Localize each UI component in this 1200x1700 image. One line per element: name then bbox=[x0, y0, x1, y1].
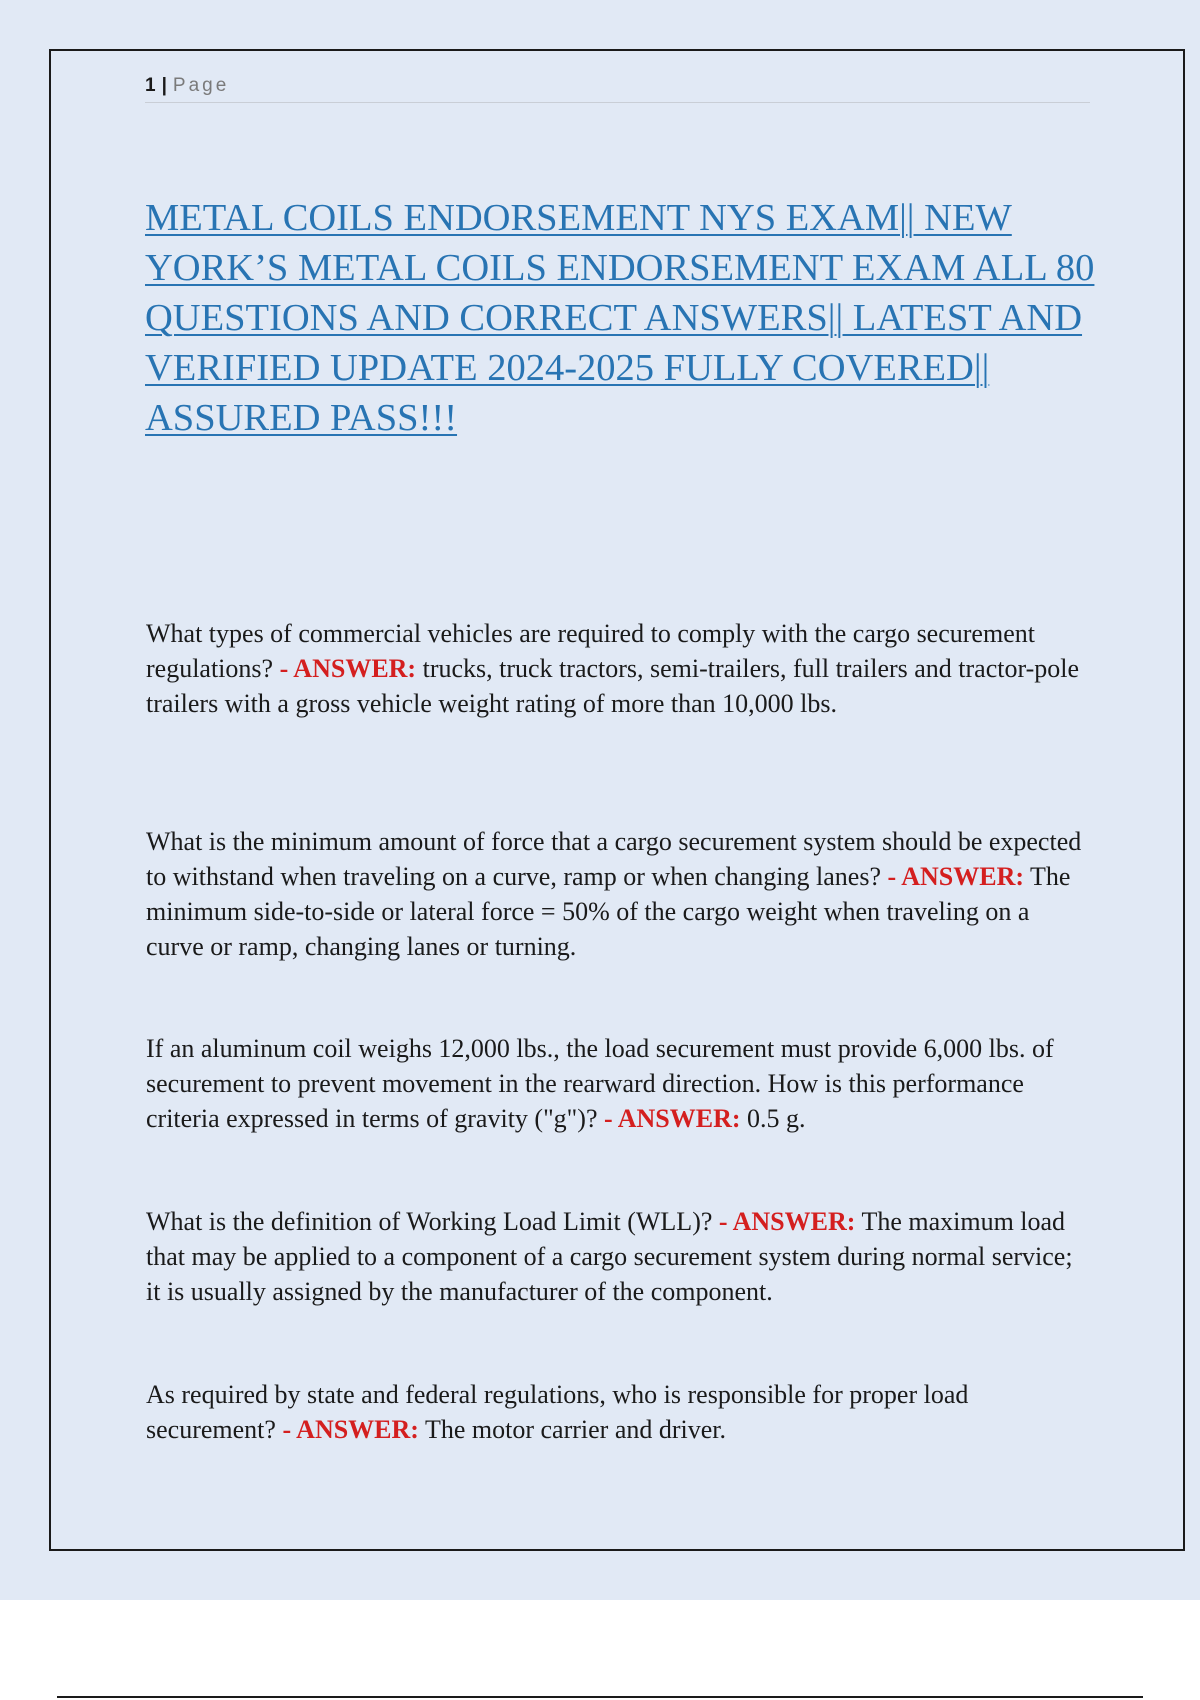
bottom-divider bbox=[57, 1696, 1143, 1698]
page-number: 1 bbox=[145, 75, 156, 96]
page-separator: | bbox=[161, 75, 167, 96]
qa-item bbox=[146, 1204, 1091, 1309]
qa-item bbox=[146, 1377, 1091, 1447]
document-title[interactable]: METAL COILS ENDORSEMENT NYS EXAM|| NEW YORK’S METAL COILS ENDORSEMENT EXAM ALL 80 QUESTIONS AND CORRECT ANSWERS|| LATEST AND VERIFIED UPDATE 2024-2025 FULLY COVERED|| ASSURED PASS!!! bbox=[145, 197, 1095, 439]
question-text: If an aluminum coil weighs 12,000 lbs., the load securement must provide 6,000 lbs. of securement to prevent movement in the rearward direction. How is this performance criteria expressed in terms of gravity ("g")? bbox=[146, 1034, 1054, 1133]
question-text: What types of commercial vehicles are required to comply with the cargo securement regulations? bbox=[146, 619, 1035, 683]
page-word: Page bbox=[172, 75, 230, 96]
page-header bbox=[145, 72, 1090, 103]
question-text: What is the definition of Working Load Limit (WLL)? bbox=[146, 1207, 713, 1236]
question-text: What is the minimum amount of force that a cargo securement system should be expected to withstand when traveling on a curve, ramp or when changing lanes? bbox=[146, 827, 1082, 891]
answer-text: 0.5 g. bbox=[747, 1104, 806, 1133]
answer-text: trucks, truck tractors, semi-trailers, full trailers and tractor-pole trailers with a gross vehicle weight rating of more than 10,000 lbs. bbox=[146, 654, 1080, 718]
answer-label: - ANSWER: bbox=[282, 1415, 419, 1444]
answer-label: - ANSWER: bbox=[887, 862, 1025, 891]
answer-text: The maximum load that may be applied to a component of a cargo securement system during normal service; it is usually assigned by the manufacturer of the component. bbox=[146, 1207, 1073, 1306]
answer-label: - ANSWER: bbox=[279, 654, 417, 683]
qa-item bbox=[146, 824, 1091, 964]
answer-label: - ANSWER: bbox=[604, 1104, 741, 1133]
answer-label: - ANSWER: bbox=[718, 1207, 856, 1236]
qa-item bbox=[146, 1031, 1091, 1136]
question-text: As required by state and federal regulations, who is responsible for proper load securement? bbox=[146, 1380, 969, 1444]
answer-text: The motor carrier and driver. bbox=[424, 1415, 727, 1444]
answer-text: The minimum side-to-side or lateral force = 50% of the cargo weight when traveling on a curve or ramp, changing lanes or turning. bbox=[146, 862, 1071, 961]
qa-item bbox=[146, 616, 1091, 721]
